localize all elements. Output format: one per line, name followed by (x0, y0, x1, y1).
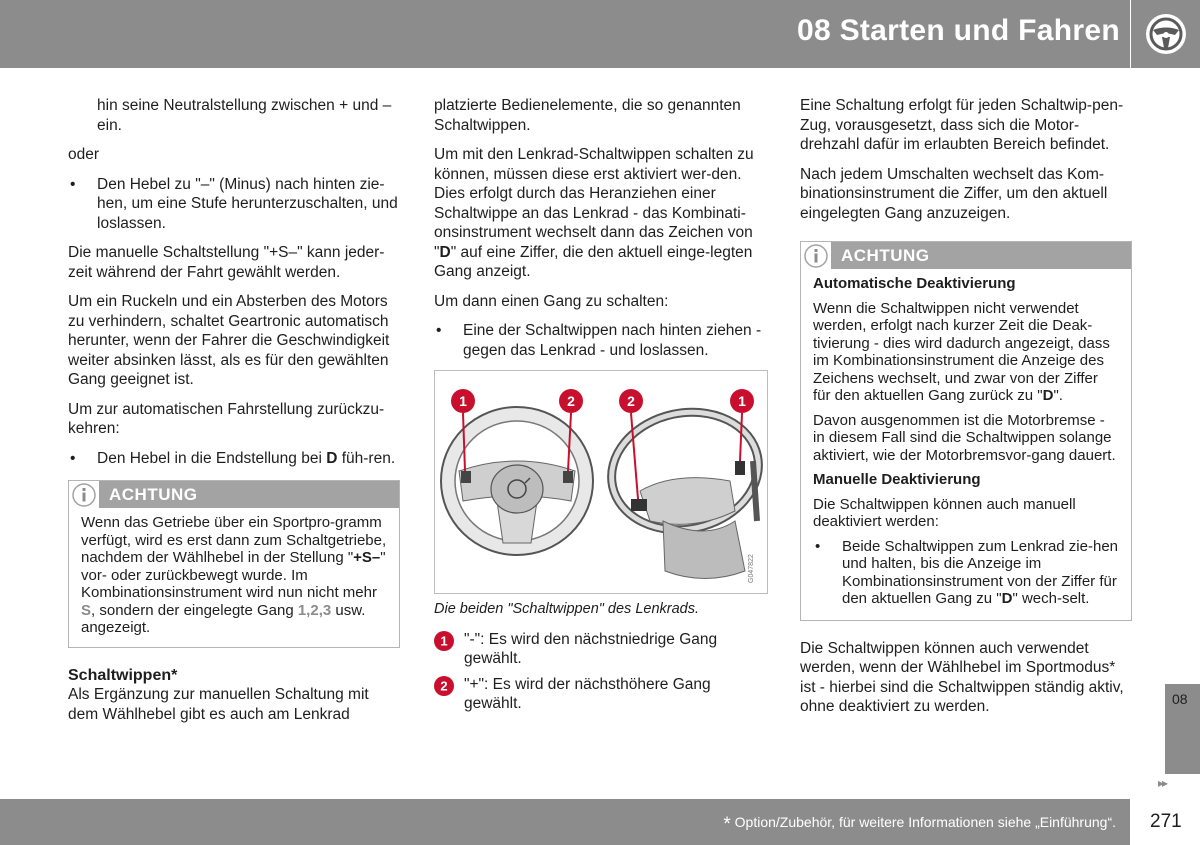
bullet-text: Den Hebel zu "–" (Minus) nach hinten zie-hen, um eine Stufe herunterzuschalten, und loslassen. (97, 175, 398, 232)
warning-box (68, 480, 400, 648)
paragraph: hin seine Neutralstellung zwischen + und – ein. (97, 97, 392, 134)
warning-title: ACHTUNG (109, 485, 198, 504)
steering-wheel-icon (1145, 13, 1187, 55)
paragraph: Als Ergänzung zur manuellen Schaltung mit dem Wählhebel gibt es auch am Lenkrad (68, 686, 369, 723)
info-icon (72, 483, 96, 507)
warning-text: " vor- oder zurückbewegt wurde. Im Kombinationsinstrument wird nun nicht mehr (81, 549, 386, 601)
chapter-side-tab-label: 08 (1172, 691, 1188, 707)
paragraph-text-bold: D (439, 243, 451, 261)
bullet-text: Beide Schaltwippen zum Lenkrad zie-hen und halten, bis die Anzeige im Kombinationsinstrument von der Ziffer für den aktuellen Gang zu " (842, 537, 1118, 607)
paragraph: Die manuelle Schaltstellung "+S–" kann jeder-zeit während der Fahrt gewählt werden. (68, 244, 385, 281)
bullet-dot: • (70, 175, 76, 193)
numbered-item-text: "-": Es wird den nächstniedrige Gang gewählt. (464, 630, 718, 667)
bullet-dot: • (436, 322, 442, 339)
bullet-dot: • (70, 449, 76, 467)
footer-text: Option/Zubehör, für weitere Informationen siehe „Einführung“. (730, 814, 1116, 830)
bullet-text-bold: D (326, 449, 338, 467)
bullet-item (68, 449, 400, 469)
continue-arrows-icon: ▸▸ (1158, 776, 1167, 790)
number-badge (434, 631, 454, 651)
callout-number: 2 (627, 393, 635, 409)
badge-number: 1 (440, 633, 448, 648)
paragraph: oder (68, 146, 100, 163)
steering-wheel-figure (434, 370, 768, 594)
warning-text: Wenn die Schaltwippen nicht verwendet werden, erfolgt nach kurzer Zeit die Deak-tivierung - dies wird dadurch angezeigt, dass im Kombinationsinstrument die Anzeige des Zeichens wechselt, und zwar von der Ziffer für den aktuellen Gang zurück zu " (813, 299, 1110, 404)
number-badge (434, 676, 454, 696)
paragraph: Die Schaltwippen können auch verwendet werden, wenn der Wählhebel im Sportmodus* ist - hierbei sind die Schaltwippen ständig aktiv, ohne deaktiviert zu werden. (800, 639, 1124, 715)
warning-body (801, 269, 1131, 620)
bullet-text: Den Hebel in die Endstellung bei (97, 449, 327, 467)
warning-text-bold: D (1042, 387, 1054, 404)
steering-wheel-illustration (435, 371, 767, 593)
callout-number: 1 (738, 393, 746, 409)
warning-grey-gears: 1,2,3 (297, 601, 332, 619)
figure-code: G047822 (748, 554, 755, 583)
chapter-title: 08 Starten und Fahren (796, 14, 1120, 47)
warning-text: Wenn das Getriebe über ein Sportpro-gramm verfügt, wird es erst dann zum Schaltgetriebe, nachdem der Wählhebel in der Stellung " (81, 514, 387, 566)
warning-text: usw. angezeigt. (81, 601, 366, 636)
numbered-item (434, 630, 768, 669)
info-icon (804, 244, 828, 268)
warning-title: ACHTUNG (841, 246, 930, 265)
badge-number: 2 (440, 678, 448, 693)
column-2 (434, 96, 768, 720)
paragraph (434, 145, 768, 282)
warning-box (800, 241, 1132, 621)
paragraph-text: Um mit den Lenkrad-Schaltwippen schalten zu können, müssen diese erst aktiviert wer-den. Dies erfolgt durch das Heranziehen einer Schaltwippe an das Lenkrad - das Kombinati-onsinstrument wechselt dann das Zeichen von " (434, 146, 754, 261)
footer-star: * (723, 814, 731, 835)
paragraph-text: " auf eine Ziffer, die den aktuell einge-legten Gang anzeigt. (434, 243, 753, 280)
column-1 (68, 96, 400, 734)
bullet-text: " wech-selt. (1012, 590, 1090, 607)
numbered-item (434, 675, 768, 714)
callout-number: 2 (567, 393, 575, 409)
bullet-text-bold: D (1001, 590, 1013, 607)
paragraph: Nach jedem Umschalten wechselt das Kom-binationsinstrument die Ziffer, um den aktuell eingelegten Gang anzuzeigen. (800, 165, 1108, 222)
warning-paragraph: Die Schaltwippen können auch manuell deaktiviert werden: (813, 495, 1076, 530)
bullet-text: füh-ren. (337, 449, 396, 467)
warning-paragraph (813, 300, 1119, 405)
section-heading: Schaltwippen* (68, 666, 178, 684)
warning-header (69, 481, 399, 508)
bullet-dot: • (815, 537, 821, 555)
numbered-item-text: "+": Es wird der nächsthöhere Gang gewählt. (464, 675, 711, 712)
warning-header (801, 242, 1131, 269)
warning-subheading: Automatische Deaktivierung (813, 275, 1016, 292)
callout-number: 1 (459, 393, 467, 409)
warning-paragraph: Davon ausgenommen ist die Motorbremse - in diesem Fall sind die Schaltwippen solange aktiviert, wie der Motorbremsvor-gang dauert. (813, 411, 1116, 464)
paragraph: Um ein Ruckeln und ein Absterben des Motors zu verhindern, schaltet Geartronic automatisch herunter, wenn der Fahrer die Geschwindigkeit weiter absinken lässt, als es für den gewählten Gang geeignet ist. (68, 293, 390, 388)
figure-caption: Die beiden "Schaltwippen" des Lenkrads. (434, 601, 700, 617)
warning-text-bold: +S– (353, 549, 381, 566)
bullet-item (434, 321, 768, 360)
bullet-text: Eine der Schaltwippen nach hinten ziehen - gegen das Lenkrad - und loslassen. (463, 322, 762, 359)
warning-text: , sondern der eingelegte Gang (91, 601, 298, 619)
paragraph: Um dann einen Gang zu schalten: (434, 292, 669, 310)
column-3 (800, 96, 1132, 727)
paragraph: Um zur automatischen Fahrstellung zurückzu-kehren: (68, 400, 385, 437)
bullet-item (813, 538, 1119, 608)
warning-body (69, 508, 399, 647)
page-number: 271 (1150, 811, 1182, 832)
bullet-item (68, 175, 400, 234)
warning-text: ". (1053, 387, 1063, 404)
warning-subheading: Manuelle Deaktivierung (813, 471, 981, 488)
footer-note (723, 814, 1116, 836)
paragraph: platzierte Bedienelemente, die so genannten Schaltwippen. (434, 97, 741, 134)
paragraph: Eine Schaltung erfolgt für jeden Schaltwip-pen-Zug, vorausgesetzt, dass sich die Motor-drehzahl dafür im erlaubten Bereich befindet. (800, 97, 1124, 153)
warning-grey-letter: S (81, 601, 92, 619)
